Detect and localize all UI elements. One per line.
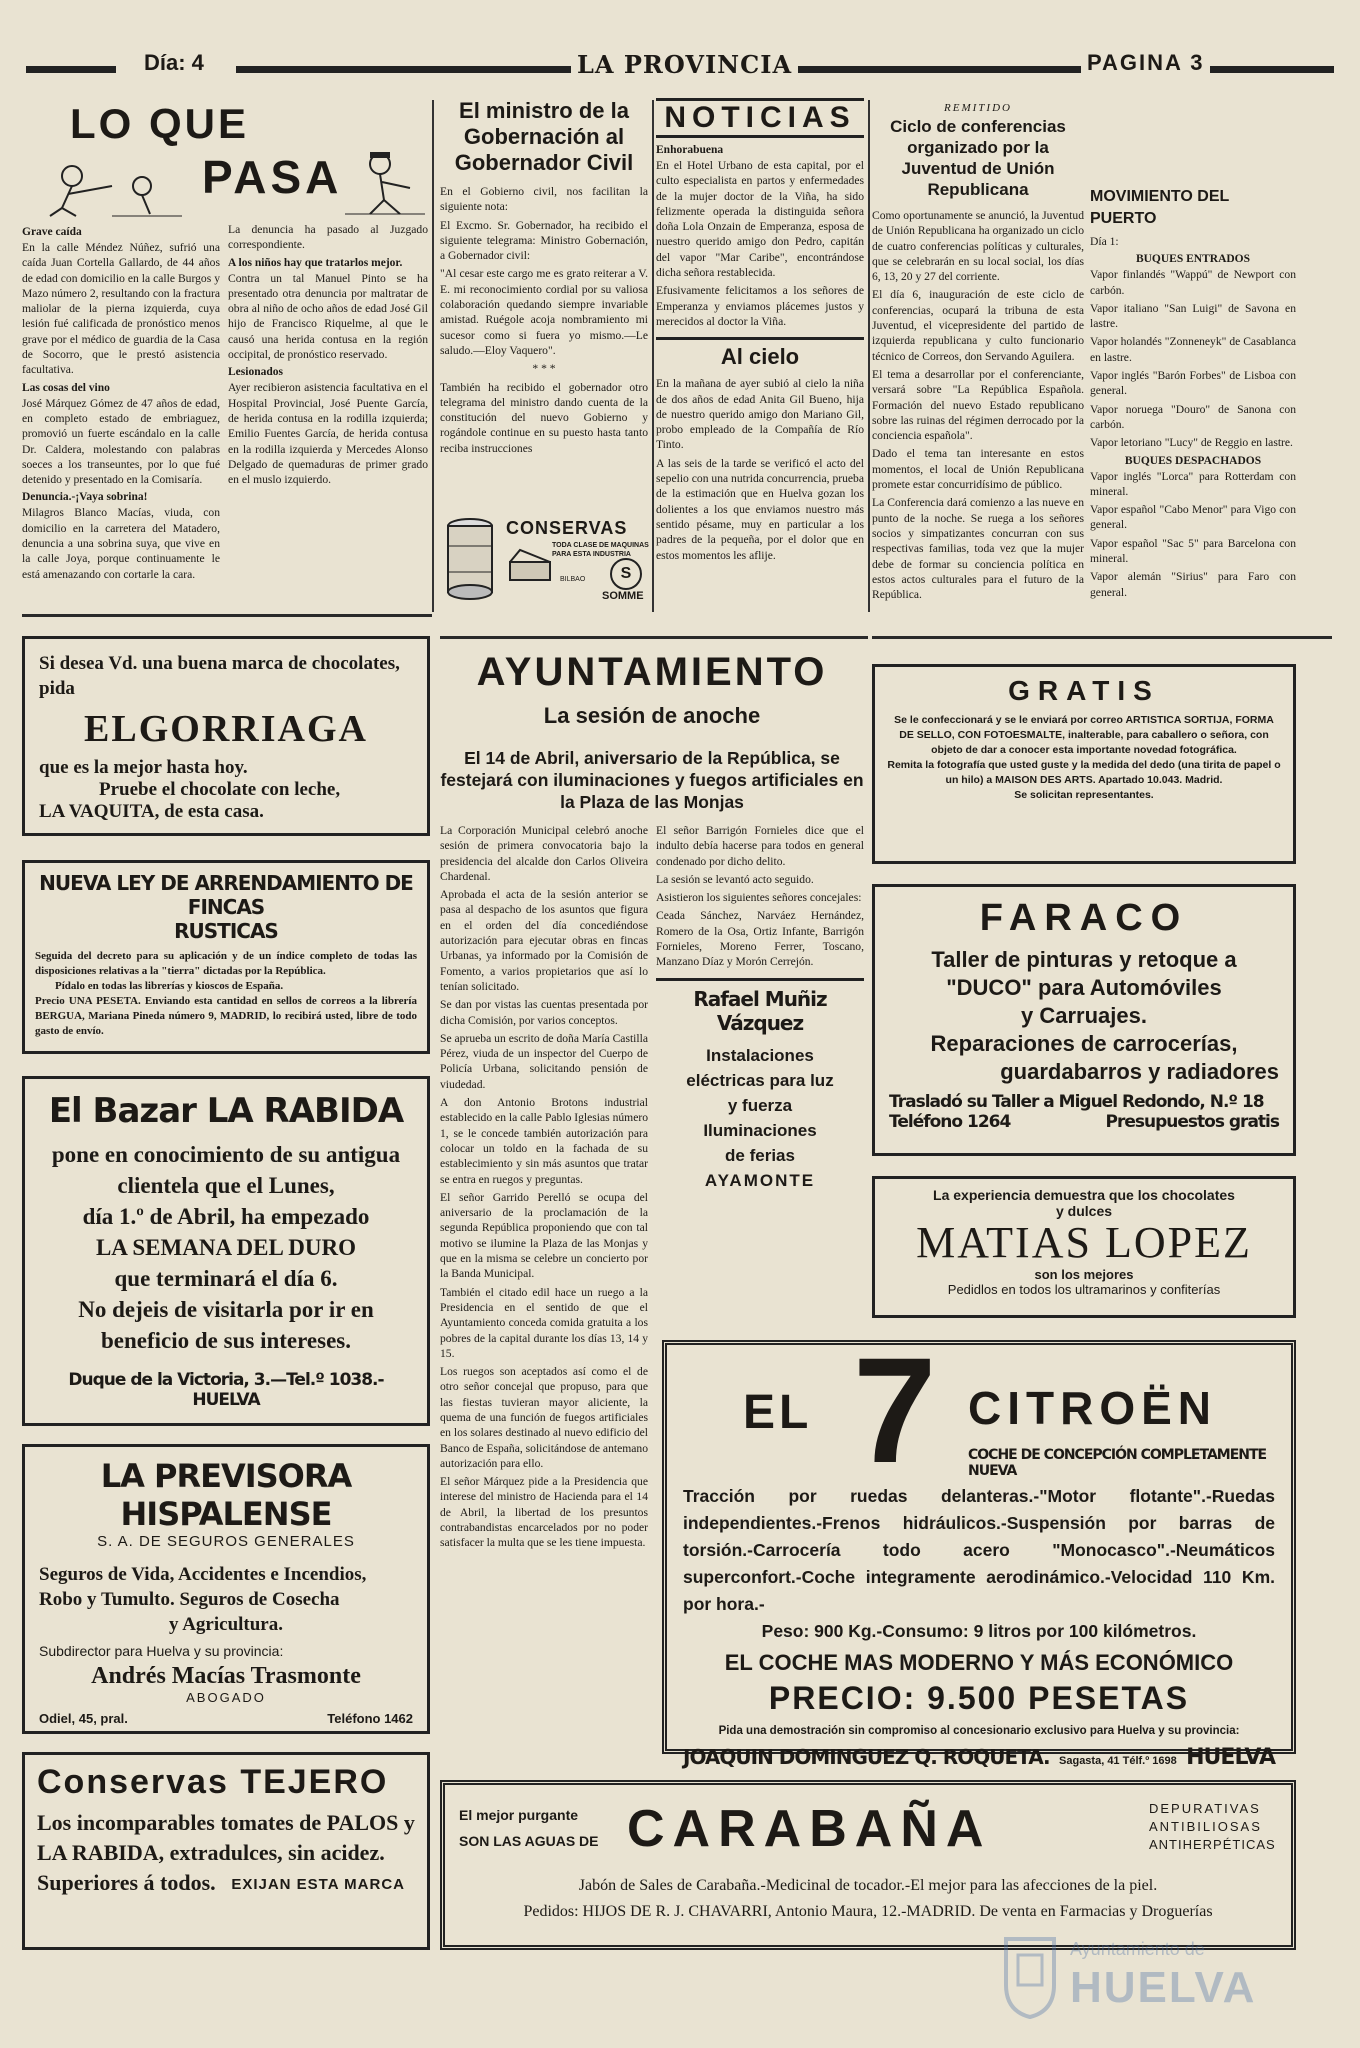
ministro-p1: En el Gobierno civil, nos facilitan la siguiente nota: — [440, 185, 648, 214]
header-rule — [26, 66, 116, 73]
citroen-city: HUELVA — [1186, 1745, 1275, 1770]
bazar-l1: pone en conocimiento de su antigua clientela que el Lunes, — [51, 1142, 401, 1198]
tejero-title: Conservas TEJERO — [37, 1763, 389, 1801]
lesionados-text: Ayer recibieron asistencia facultativa en el Hospital Provincial, José Puente García, de herida contusa en la rodilla izquierda; Emilio Fuentes García, de herida contusa en la rodilla izquierda y Mercedes Alonso Delgado de quemaduras de primer grado en el muslo izquierdo. — [228, 381, 428, 487]
elgorriaga-l3: Pruebe el chocolate con leche, — [99, 779, 341, 800]
matias-l1: La experiencia demuestra que los chocolates — [933, 1187, 1235, 1203]
somme-logo-text: SOMME — [602, 590, 644, 602]
tejero-l2: EXIJAN ESTA MARCA — [231, 1876, 405, 1893]
muniz-name: Rafael Muñiz Vázquez — [693, 986, 827, 1035]
faraco-tel: Teléfono 1264 — [889, 1112, 1011, 1132]
previsora-l1: Seguros de Vida, Accidentes e Incendios, — [39, 1564, 367, 1585]
bazar-l2: día 1.º de Abril, ha empezado — [82, 1204, 370, 1229]
previsora-title: LA PREVISORA HISPALENSE — [100, 1457, 352, 1533]
carabana-ad — [440, 1780, 1296, 1950]
ministro-section — [440, 98, 648, 498]
grave-title: Grave caída — [22, 226, 82, 238]
faraco-ad — [872, 884, 1296, 1156]
ayto-p11: La sesión se levantó acto seguido. — [656, 872, 814, 886]
faraco-l4: Reparaciones de carrocerías, — [930, 1031, 1238, 1056]
conservas-line3: BILBAO — [560, 576, 586, 583]
elgorriaga-ad — [22, 636, 430, 836]
faraco-l7: Presupuestos gratis — [1105, 1112, 1279, 1132]
ayto-p4: Se aprueba un escrito de doña María Castilla Pérez, viuda de un inspector del Cuerpo de Policía Urbana, solicitando pensión de viudedad. — [440, 1031, 648, 1091]
muniz-ad — [656, 987, 864, 1193]
open-can-icon — [506, 546, 554, 586]
elgorriaga-l1: Si desea Vd. una buena marca de chocolates, pida — [39, 653, 400, 699]
lo-que-pasa-title-1: LO QUE — [70, 100, 250, 147]
ministro-p3: "Al cesar este cargo me es grato reiterar a V. E. mi reconocimiento cordial por su valiosa colaboración quedando siempre invariable amistad. Ruégole acoja nombramiento mi sucesor como si fuera yo mismo.—Le saludo.—Eloy Vaquero". — [440, 267, 648, 357]
citroen-seven: 7 — [853, 1326, 937, 1494]
despachado-1: Vapor español "Cabo Menor" para Vigo con general. — [1090, 503, 1296, 532]
ley-title-1: NUEVA LEY DE ARRENDAMIENTO DE FINCAS — [39, 871, 413, 919]
remitido-p5: La Conferencia dará comienzo a las nueve en punto de la noche. Se ruega a los señores socios y simpatizantes concurran con sus respectivas familias, toda vez que la mujer debe de formar su conciencia política en estos actos culturales para el futuro de la República. — [872, 496, 1084, 602]
remitido-label: REMITIDO — [944, 102, 1012, 114]
ley-l2: Pídalo en todas las librerías y kioscos de España. — [55, 980, 284, 992]
ayuntamiento-title: AYUNTAMIENTO — [476, 650, 828, 694]
matias-l3: son los mejores — [1034, 1267, 1134, 1282]
faraco-title: FARACO — [979, 897, 1189, 939]
ley-l3: Precio UNA PESETA. Enviando esta cantidad en sellos de correos a la librería BERGUA, Mariana Pineda número 9, MADRID, lo recibirá usted, libre de todo gasto de envío. — [35, 995, 417, 1037]
previsora-sub: S. A. DE SEGUROS GENERALES — [97, 1533, 355, 1550]
denuncia-text-2: La denuncia ha pasado al Juzgado correspondiente. — [228, 223, 428, 252]
citroen-addr: Sagasta, 41 Télf.º 1698 — [1059, 1755, 1177, 1767]
somme-logo-icon: S — [610, 558, 642, 590]
column-rule — [868, 100, 870, 612]
masthead: LA PROVINCIA — [571, 50, 798, 79]
ayto-p5: A don Antonio Brotons industrial establecido en la calle Pablo Iglesias número 1, se le concede también autorización para colocar un toldo en la fachada de su establecimiento y sin más asuntos que tratar se entra en ruegos y preguntas. — [440, 1096, 648, 1186]
puerto-title: MOVIMIENTO DEL PUERTO — [1090, 188, 1229, 227]
remitido-p3: El tema a desarrollar por el conferenciante, versará sobre "La República Española. Formación del nuevo Estado republicano sobre las ruinas del régimen derrocado por la conciencia española". — [872, 367, 1084, 443]
citroen-body: Tracción por ruedas delanteras.-"Motor flotante".-Ruedas independientes.-Frenos hidráulicos.-Suspensión por barras de torsión.-Carrocería todo acero "Monocasco".-Neumáticos superconfort.-Coche integramente aerodinámico.-Velocidad 110 Km. por hora.- — [683, 1486, 1275, 1614]
gratis-ad — [872, 664, 1296, 864]
elgorriaga-l2: que es la mejor hasta hoy. — [39, 757, 248, 778]
bazar-rabida-ad — [22, 1076, 430, 1426]
section-rule — [440, 636, 868, 639]
gratis-l3: Se solicitan representantes. — [1014, 789, 1154, 801]
previsora-l4: Subdirector para Huelva y su provincia: — [39, 1643, 284, 1659]
conservas-line2: PARA ESTA INDUSTRIA — [552, 551, 631, 558]
carabana-l3: Jabón de Sales de Carabaña.-Medicinal de tocador.-El mejor para las afecciones de la piel. — [578, 1877, 1158, 1894]
carabana-l4: Pedidos: HIJOS DE R. J. CHAVARRI, Antonio Maura, 12.-MADRID. De venta en Farmacias y Droguerías — [523, 1903, 1213, 1920]
ayto-p13: Ceada Sánchez, Narváez Hernández, Romero de la Osa, Ortiz Infante, Barrigón Fornieles, Moreno Ferrer, Toscano, Manzano Díaz y Morón Cerrejón. — [656, 909, 864, 969]
ministro-title: El ministro de la Gobernación al Gobernador Civil — [454, 98, 634, 175]
conservas-somme-ad — [442, 512, 650, 608]
column-rule — [652, 100, 654, 612]
city-shield-icon — [1000, 1935, 1060, 2019]
ley-arrendamiento-ad — [22, 860, 430, 1054]
muniz-l1: Instalaciones — [706, 1045, 814, 1065]
previsora-addr: Odiel, 45, pral. — [39, 1711, 128, 1726]
elgorriaga-l4: LA VAQUITA, de esta casa. — [39, 801, 264, 822]
matias-lopez-ad — [872, 1176, 1296, 1318]
previsora-tel: Teléfono 1462 — [327, 1711, 413, 1726]
denuncia-title: Denuncia.-¡Vaya sobrina! — [22, 491, 148, 504]
column-rule — [432, 100, 434, 612]
citroen-l1: EL COCHE MAS MODERNO Y MÁS ECONÓMICO — [724, 1650, 1234, 1675]
tejero-l1: Los incomparables tomates de PALOS y LA RABIDA, extradulces, sin acidez. Superiores á todos. — [37, 1810, 415, 1895]
elgorriaga-brand: ELGORRIAGA — [84, 708, 368, 750]
muniz-l3: y fuerza — [727, 1095, 793, 1115]
tejero-ad — [22, 1752, 430, 1950]
ley-title-2: RUSTICAS — [174, 919, 278, 943]
muniz-l4: Iluminaciones — [703, 1120, 817, 1140]
cielo-text-2: A las seis de la tarde se verificó el acto del sepelio con una nutrida concurrencia, prueba de la estimación que en Huelva gozan los dolientes a los que enviamos nuestro más sentido pésame, muy en particular a los padres de la pequeña, por el dolor que en estos momentos les aflije. — [656, 456, 864, 562]
cielo-title: Al cielo — [720, 344, 800, 370]
ley-l1: Seguida del decreto para su aplicación y de un índice completo de todas las disposiciones relativas a la "tierra" dictadas por la República. — [35, 950, 417, 977]
noticias-title: NOTICIAS — [656, 98, 864, 138]
bazar-l5: No dejeis de visitarla por ir en beneficio de sus intereses. — [78, 1297, 374, 1353]
entrados-title: BUQUES ENTRADOS — [1135, 253, 1251, 266]
entrado-3: Vapor inglés "Barón Forbes" de Lisboa con general. — [1090, 369, 1296, 398]
entrado-5: Vapor letoriano "Lucy" de Reggio en lastre. — [1090, 436, 1293, 450]
ministro-stars: * * * — [532, 362, 556, 376]
citroen-el: EL — [743, 1386, 813, 1439]
vino-text: José Márquez Gómez de 47 años de edad, en completo estado de embriaguez, promovió un fuerte escándalo en la calle Dr. Caldera, molestando con palabras soeces a los transeuntes, por lo que fué detenido y presentado en la Comisaría. — [22, 396, 220, 487]
carabana-r1: DEPURATIVAS — [1149, 1801, 1261, 1816]
faraco-l5: guardabarros y radiadores — [1000, 1059, 1279, 1084]
previsora-l3: y Agricultura. — [169, 1614, 283, 1635]
denuncia-text: Milagros Blanco Macías, viuda, con domicilio en la carretera del Matadero, denuncia a una sobrina suya, que vive en la calle Joya, porque continuamente le está amenazando con cortarle la cara. — [22, 506, 220, 581]
grave-text: En la calle Méndez Núñez, sufrió una caída Juan Cortella Gallardo, de 44 años de edad con domicilio en la calle Burgos y Mazo número 2, resultando con la fractura maliolar de la pierna izquierda, cuya lesión fué calificada de pronóstico menos grave por el médico de guardia de la Casa de Socorro, que le prestó asistencia facultativa. — [22, 241, 220, 377]
lo-que-pasa-masthead — [22, 98, 430, 222]
muniz-l2: eléctricas para luz — [686, 1070, 834, 1090]
remitido-p4: Dado el tema tan interesante en estos momentos, el local de Unión Republicana promete estar concurridísimo de público. — [872, 447, 1084, 492]
enhorabuena-text-2: Efusivamente felicitamos a los señores de Emperanza y enviamos plácemes justos y merecidos al doctor la Viña. — [656, 284, 864, 328]
lo-que-pasa-title-2: PASA — [202, 151, 343, 203]
bazar-title: El Bazar LA RABIDA — [48, 1091, 404, 1131]
muniz-l5: de ferias — [725, 1145, 795, 1165]
carabana-r2: ANTIBILIOSAS — [1149, 1819, 1262, 1834]
carabana-l1: El mejor purgante — [459, 1807, 579, 1823]
header-day: Día: 4 — [138, 50, 210, 76]
enhorabuena-text: En el Hotel Urbano de esta capital, por el culto especialista en partos y enfermedades de la mujer doctor de la Viña, ha sido felizmente operada la distinguida señora doña Lola Onzain de Emperanza, esposa de nuestro querido amigo don Pedro, capitán del vapor "Mar Caribe", encontrándose dicha señora restablecida. — [656, 159, 864, 280]
entrado-0: Vapor finlandés "Wappú" de Newport con carbón. — [1090, 268, 1296, 297]
ninos-title: A los niños hay que tratarlos mejor. — [228, 256, 403, 269]
remitido-title: Ciclo de conferencias organizado por la Juventud de Unión Republicana — [890, 117, 1066, 199]
ayto-p9: El señor Márquez pide a la Presidencia que interese del ministro de Hacienda para el 14 de Abril, la libertad de los presuntos contrabandistas encarcelados por no poder satisfacer la multa que se les tiene impuesta. — [440, 1475, 648, 1550]
tin-can-icon — [442, 516, 502, 602]
cartoon-figures-icon — [32, 158, 192, 218]
citroen-tag: COCHE DE CONCEPCIÓN COMPLETAMENTE NUEVA — [968, 1447, 1267, 1479]
noticias-section — [656, 98, 864, 618]
despachados-title: BUQUES DESPACHADOS — [1124, 454, 1262, 467]
entrado-4: Vapor noruega "Douro" de Sanona con carbón. — [1090, 402, 1296, 431]
lo-que-pasa-section — [22, 98, 430, 608]
citroen-price: PRECIO: 9.500 PESETAS — [768, 1680, 1190, 1716]
cartoon-policeman-icon — [340, 148, 430, 218]
section-rule — [22, 614, 432, 617]
remitido-p1: Como oportunamente se anunció, la Juventud de Unión Republicana ha organizado un ciclo de cuatro conferencias políticas y culturales, que se celebrarán en su local social, los días 6, 13, 20 y 27 del corriente. — [872, 209, 1084, 284]
ayuntamiento-subtitle: La sesión de anoche — [543, 703, 761, 728]
citroen-body2: Peso: 900 Kg.-Consumo: 9 litros por 100 kilómetros. — [761, 1621, 1197, 1641]
citroen-ad — [662, 1326, 1296, 1770]
gratis-l2: Remita la fotografía que usted guste y la medida del dedo (una tirita de papel o un hilo) a MAISON DES ARTS. Apartado 10.043. Madrid. — [887, 759, 1281, 786]
matias-brand: MATIAS LOPEZ — [916, 1218, 1252, 1267]
previsora-l2: Robo y Tumulto. Seguros de Cosecha — [39, 1589, 340, 1610]
citroen-brand: CITROËN — [968, 1382, 1217, 1434]
gratis-l1: Se le confeccionará y se le enviará por correo ARTISTICA SORTIJA, FORMA DE SELLO, CON FOTOESMALTE, inalterable, para caballero o señora, con objeto de dar a conocer esta importante novedad fotográfica. — [894, 714, 1274, 756]
ninos-text: Contra un tal Manuel Pinto se ha presentado otra denuncia por maltratar de obra al niño de ocho años de edad José Gil hijo de Francisco Riquelme, al que le causó una herida contusa en la región occipital, de pronóstico reservado. — [228, 271, 428, 362]
ayto-p1: La Corporación Municipal celebró anoche sesión de primera convocatoria bajo la presidencia del alcalde don Carlos Oliveira Chardenal. — [440, 824, 648, 883]
section-rule — [872, 636, 1332, 639]
ayto-p12: Asistieron los siguientes señores concejales: — [656, 891, 862, 905]
ayto-p6: El señor Garrido Perelló se ocupa del aniversario de la proclamación de la segunda República proponiendo que con tal motivo se ilumine la Plaza de las Monjas y que en la misma se celebre un concierto por la Banda Municipal. — [440, 1190, 648, 1281]
watermark-l2: HUELVA — [1070, 1963, 1257, 2012]
gratis-title: GRATIS — [1008, 675, 1160, 706]
ayto-p7: También el citado edil hace un ruego a la Presidencia en el sentido de que el Ayuntamiento conceda comida gratuita a los pobres de la capital durante los días 13, 14 y 15. — [440, 1285, 648, 1360]
despachado-3: Vapor alemán "Sirius" para Faro con general. — [1090, 570, 1296, 599]
bazar-footer: Duque de la Victoria, 3.—Tel.º 1038.-HUELVA — [68, 1370, 384, 1410]
carabana-brand: CARABAÑA — [627, 1800, 992, 1858]
bazar-l3: LA SEMANA DEL DURO — [95, 1235, 357, 1260]
citroen-l2: Pida una demostración sin compromiso al concesionario exclusivo para Huelva y su provincia: — [718, 1725, 1240, 1737]
faraco-l6: Trasladó su Taller a Miguel Redondo, N.º 18 — [889, 1092, 1264, 1112]
header-page: PAGINA 3 — [1081, 50, 1210, 76]
carabana-r3: ANTIHERPÉTICAS — [1149, 1837, 1276, 1852]
carabana-l2: SON LAS AGUAS DE — [459, 1833, 599, 1849]
ayto-p8: Los ruegos son aceptados así como el de otro señor concejal que propuso, para que las fiestas tuvieran mayor aliciente, la quema de una función de fuegos artificiales en los solares destinado al nuevo edificio del Banco de España, solicitándose de antemano autorización para ello. — [440, 1365, 648, 1470]
despachado-2: Vapor español "Sac 5" para Barcelona con mineral. — [1090, 536, 1296, 566]
faraco-l3: y Carruajes. — [1021, 1003, 1147, 1028]
despachado-0: Vapor inglés "Lorca" para Rotterdam con mineral. — [1090, 469, 1296, 498]
ayto-p10: El señor Barrigón Fornieles dice que el indulto debía hacerse para todos en general condenado por dicho delito. — [656, 824, 864, 868]
previsora-name: Andrés Macías Trasmonte — [91, 1663, 361, 1689]
cielo-text: En la mañana de ayer subió al cielo la niña de dos años de edad Anita Gil Bueno, hija de nuestro querido amigo don Mariano Gil, probo empleado de la Compañía de Río Tinto. — [656, 377, 864, 452]
previsora-ad — [22, 1444, 430, 1734]
lesionados-title: Lesionados — [228, 366, 283, 379]
conservas-brand: CONSERVAS — [506, 518, 628, 538]
ayto-p2: Aprobada el acta de la sesión anterior se pasa al despacho de los asuntos que figura en el orden del día concediéndose autorización para ejecutar obras en fincas Urbanas, ya informado por la Comisión de Fomento, a varios propietarios que así lo tenían solicitado. — [440, 888, 648, 993]
faraco-l1: Taller de pinturas y retoque a — [931, 947, 1237, 972]
page-header — [26, 48, 1334, 86]
puerto-day: Día 1: — [1090, 235, 1119, 248]
conservas-line1: TODA CLASE DE MAQUINAS — [552, 542, 649, 549]
watermark — [1000, 1935, 1300, 2025]
matias-l4: Pedidlos en todos los ultramarinos y confiterías — [947, 1282, 1221, 1297]
enhorabuena-title: Enhorabuena — [656, 144, 724, 156]
vino-title: Las cosas del vino — [22, 381, 110, 394]
citroen-dealer: JOAQUIN DOMINGUEZ Q. ROQUETA. — [683, 1745, 1050, 1769]
entrado-2: Vapor holandés "Zonneneyk" de Casablanca en lastre. — [1090, 335, 1296, 364]
ayto-p3: Se dan por vistas las cuentas presentada por dicha Comisión, por varios conceptos. — [440, 998, 648, 1027]
bazar-l4: que terminará el día 6. — [114, 1266, 338, 1291]
muniz-l6: AYAMONTE — [704, 1170, 816, 1190]
ayuntamiento-headline: El 14 de Abril, aniversario de la República, se festejará con iluminaciones y fuegos artificiales en la Plaza de las Monjas — [440, 748, 864, 812]
previsora-role: ABOGADO — [186, 1690, 266, 1705]
entrado-1: Vapor italiano "San Luigi" de Savona en lastre. — [1090, 301, 1296, 331]
puerto-section — [1090, 186, 1296, 616]
remitido-p2: El día 6, inauguración de este ciclo de conferencias, ocupará la tribuna de esta Juventud, el vicepresidente del partido de izquierda republicana y culto funcionario técnico de Correos, don Servando Aguilera. — [872, 288, 1084, 363]
watermark-l1: Ayuntamiento de — [1070, 1939, 1205, 1959]
matias-l2: y dulces — [1055, 1203, 1113, 1219]
faraco-l2: "DUCO" para Automóviles — [946, 975, 1222, 1000]
ministro-p2: El Excmo. Sr. Gobernador, ha recibido el siguiente telegrama: Ministro Gobernación, a Gobernador civil: — [440, 218, 648, 263]
ministro-p4: También ha recibido el gobernador otro telegrama del ministro dando cuenta de la constitución del nuevo Gobierno y rogándole continue en su puesto hasta tanto reciba instrucciones — [440, 380, 648, 455]
remitido-section — [872, 102, 1084, 622]
